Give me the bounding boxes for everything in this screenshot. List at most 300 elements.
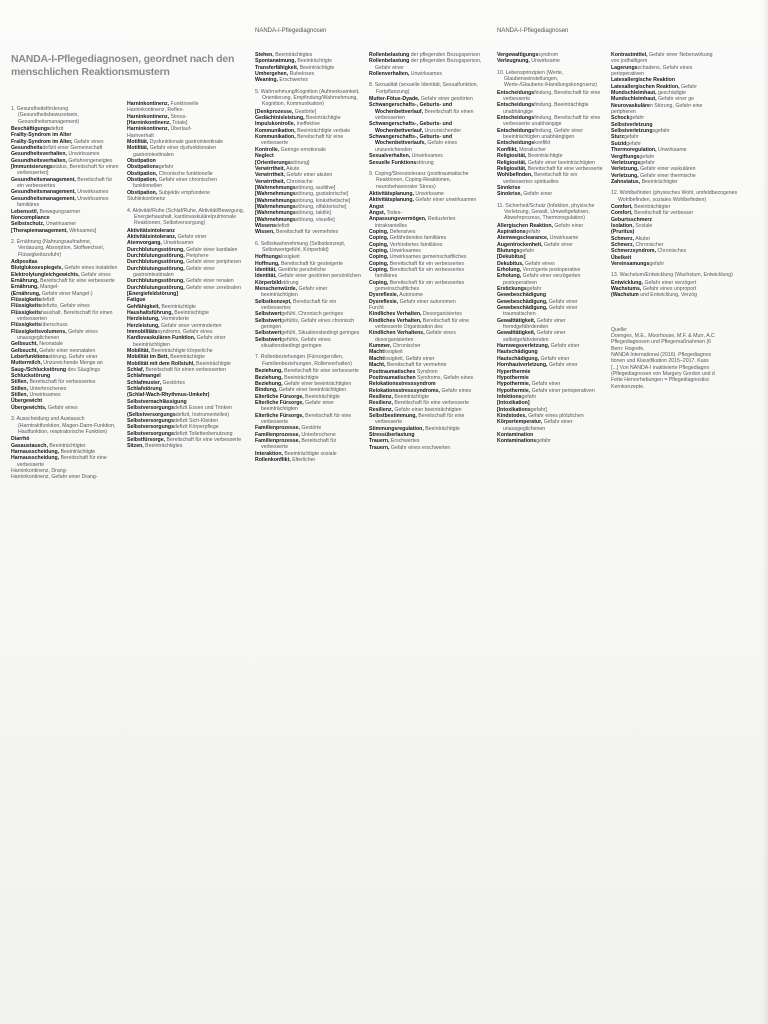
- diagnosis-keyword: Selbstfürsorge,: [127, 436, 166, 443]
- diagnosis-keyword: Durchblutungsstörung,: [127, 259, 185, 266]
- diagnosis-qualifier: Bereitschaft für vermehrte: [385, 362, 447, 369]
- diagnosis-qualifier: Gefahr einer thermische: [638, 172, 696, 179]
- diagnosis-keyword: Frailty-Syndrom im Alter,: [11, 138, 73, 145]
- diagnosis-keyword: Obstipation,: [127, 177, 158, 184]
- diagnosis-entry: [11, 177, 119, 190]
- diagnosis-qualifier: Gestörtes: [161, 379, 185, 386]
- section-heading: 9. Coping/Stresstoleranz (posttraumatische Reaktionen, Coping-Reaktionen, neurobehavioraler Stress): [369, 170, 469, 190]
- diagnosis-keyword: Durchblutungsstörung,: [127, 252, 185, 259]
- diagnosis-entry: [11, 196, 119, 209]
- diagnosis-qualifier: Erschwertes: [389, 438, 420, 445]
- diagnosis-keyword: [Intoxikations: [497, 406, 531, 413]
- diagnosis-qualifier: Bereitschaft für eine verbesserte: [165, 436, 242, 443]
- diagnosis-qualifier: Gefahr einer dysfunktionalen gastrointestinalen: [133, 145, 217, 158]
- diagnosis-keyword: Resilienz,: [369, 393, 393, 400]
- diagnosis-keyword: Stillen,: [11, 385, 29, 392]
- diagnosis-keyword: Comfort,: [611, 203, 633, 210]
- diagnosis-qualifier: Chronische: [284, 178, 313, 185]
- diagnosis-keyword: Schwangerschafts-, Geburts- und Wochenbettverlauf,: [369, 121, 453, 134]
- diagnosis-entry: [127, 196, 245, 202]
- diagnosis-qualifier: Furcht: [369, 305, 384, 312]
- diagnosis-keyword: Coping,: [369, 254, 389, 261]
- diagnosis-keyword: Kontrastmittel,: [611, 52, 648, 58]
- diagnosis-qualifier: Unwirksame: [413, 190, 444, 197]
- diagnosis-entry: [127, 443, 245, 449]
- diagnosis-qualifier: Unwirksames: [28, 392, 61, 399]
- diagnosis-keyword: Wissens: [255, 222, 277, 229]
- diagnosis-qualifier: Überlauf-: [169, 126, 192, 133]
- diagnosis-qualifier: Beeinträchtigte: [194, 360, 231, 367]
- diagnosis-keyword: Kontaminations: [497, 438, 537, 445]
- diagnosis-qualifier: Gefahr einer gastrointestinalen: [133, 265, 215, 278]
- diagnosis-keyword: Selbstwert: [255, 311, 282, 318]
- diagnosis-qualifier: Gefahr einer beeinträchtigten: [282, 380, 352, 387]
- diagnosis-qualifier: Gefahr einer Nebenwirkung: [647, 52, 713, 58]
- source-line: tionen und Klassifikation 2015–2017. Kass: [611, 358, 709, 365]
- diagnosis-qualifier: Bereitschaft für ein verbessertes familiäres: [375, 267, 465, 280]
- diagnosis-entry: [611, 292, 768, 298]
- diagnosis-qualifier: Beeinträchtigte: [298, 64, 335, 71]
- diagnosis-qualifier: Gefahr einer: [539, 355, 570, 362]
- diagnosis-qualifier: losigkeit: [280, 254, 300, 261]
- diagnosis-qualifier: Gefahr einer peripheren: [184, 259, 242, 266]
- diagnosis-qualifier: störung]: [290, 159, 310, 166]
- diagnosis-qualifier: gefahr: [629, 115, 645, 122]
- diagnosis-qualifier: störung: [416, 159, 434, 166]
- diagnosis-qualifier: Gefahr eines desorganisierten: [375, 330, 456, 343]
- diagnosis-keyword: Erstickungs: [497, 286, 527, 293]
- diagnosis-keyword: Leberfunktions: [11, 354, 49, 361]
- source-line: Bern: Hogrefe.: [611, 345, 645, 352]
- diagnosis-keyword: Kontrolle,: [255, 146, 280, 153]
- diagnosis-keyword: Relokationsstresssyndrom: [369, 381, 436, 388]
- diagnosis-entry: [255, 438, 363, 451]
- diagnosis-keyword: Rollenbelastung: [369, 52, 410, 58]
- diagnosis-qualifier: Bereitschaft für ein verbessertes gemeinschaftliches: [375, 279, 465, 293]
- diagnosis-keyword: Macht: [369, 355, 384, 362]
- source-line: [...] Von NANDA-I inaktivierte Pflegediagno: [611, 364, 710, 371]
- diagnosis-entry: [497, 318, 605, 331]
- diagnosis-keyword: Interaktion,: [255, 450, 283, 457]
- diagnosis-qualifier: defizit, Instrumentelles): [175, 411, 230, 418]
- diagnosis-qualifier: Unwirksamer: [44, 221, 77, 228]
- diagnosis-qualifier: defizit einer Gemeinschaft: [42, 145, 103, 152]
- source-line: NANDA International (2016). Pflegediagnos: [611, 352, 712, 359]
- diagnosis-qualifier: Gefahr einer gestörten: [419, 96, 473, 103]
- diagnosis-qualifier: Geringe emotionale: [279, 146, 326, 153]
- diagnosis-qualifier: Beeinträchtigte: [304, 115, 341, 122]
- diagnosis-keyword: Selbstbestimmung,: [369, 412, 417, 419]
- diagnosis-qualifier: Beeinträchtigte körperliche: [149, 348, 213, 355]
- diagnosis-qualifier: defizits, Gefahr eines: [40, 303, 90, 310]
- diagnosis-keyword: Harninkontinenz,: [127, 101, 170, 107]
- section-heading: 8. Sexualität (sexuelle Identität, Sexualfunktion, Fortpflanzung): [369, 82, 479, 95]
- diagnosis-qualifier: syndroms, Gefahr eines: [157, 329, 213, 336]
- diagnosis-keyword: Wissen,: [255, 229, 275, 236]
- diagnosis-qualifier: Bereitschaft für eine verbesserte: [38, 277, 115, 284]
- diagnosis-keyword: Augentrockenheit,: [497, 241, 543, 248]
- diagnosis-qualifier: Gefahr einer akuten: [284, 172, 333, 179]
- diagnosis-qualifier: Gefahr einer beeinträchtigten: [261, 286, 328, 299]
- diagnosis-qualifier: syndrom: [538, 52, 559, 58]
- diagnosis-keyword: Schlafmangel: [127, 373, 161, 380]
- diagnosis-qualifier: Verzögerte postoperative: [521, 267, 581, 273]
- diagnosis-qualifier: Beeinträchtigte: [59, 448, 96, 455]
- diagnosis-keyword: Mutter-Fötus-Dyade,: [369, 96, 420, 103]
- diagnosis-keyword: Aktivitätsintoleranz,: [127, 233, 177, 240]
- diagnosis-keyword: [Orientierungs: [255, 159, 291, 166]
- diagnosis-qualifier: gefahr: [626, 140, 641, 147]
- diagnosis-qualifier: Beeinträchtigte: [392, 393, 429, 400]
- diagnosis-keyword: Kindlichen Verhaltens,: [369, 330, 425, 337]
- diagnosis-keyword: Macht: [369, 349, 384, 356]
- diagnosis-keyword: Posttraumatischen: [369, 374, 416, 381]
- diagnosis-keyword: Wohlbefinden,: [497, 172, 533, 179]
- diagnosis-qualifier: gefahr: [639, 153, 655, 160]
- diagnosis-qualifier: Gefahr einer verzögert: [643, 279, 697, 286]
- diagnosis-qualifier: Unwirksames: [75, 189, 109, 196]
- diagnosis-qualifier: Bereitschaft für eine verbesserte: [261, 134, 344, 147]
- diagnosis-keyword: Muttermilch,: [11, 360, 42, 367]
- diagnosis-keyword: (Pruritus): [611, 229, 635, 236]
- diagnosis-entry: [11, 228, 119, 234]
- diagnosis-keyword: Adipositas: [11, 258, 38, 265]
- diagnosis-qualifier: Gefahr eines plötzlichen: [526, 412, 584, 419]
- diagnosis-qualifier: Gefahr einer: [530, 381, 561, 388]
- diagnosis-qualifier: Gestörte persönliche: [276, 267, 326, 273]
- diagnosis-entry: [255, 318, 363, 331]
- diagnosis-qualifier: störung, taktile]: [295, 210, 331, 217]
- diagnosis-keyword: Thermoregulation,: [611, 147, 657, 154]
- diagnosis-qualifier: Funktionelle: [169, 101, 199, 107]
- diagnosis-qualifier: Gestörte: [299, 425, 322, 432]
- diagnosis-keyword: Schlaf,: [127, 367, 145, 374]
- diagnosis-entry: [369, 280, 487, 293]
- diagnosis-entry: [369, 267, 487, 280]
- diagnosis-keyword: Selbstvernachlässigung: [127, 398, 187, 405]
- diagnosis-entry: [255, 134, 363, 147]
- diagnosis-keyword: Selbstwert: [255, 330, 282, 337]
- diagnosis-keyword: [Wahrnehmungs: [255, 191, 296, 198]
- diagnosis-keyword: Stillen,: [11, 392, 29, 399]
- diagnosis-keyword: [Wahrnehmungs: [255, 216, 296, 223]
- diagnosis-qualifier: Gefahr einer: [547, 362, 578, 369]
- diagnosis-entry: [369, 71, 487, 77]
- diagnosis-qualifier: Gefahr eines: [523, 260, 555, 267]
- diagnosis-keyword: Elterliche Fürsorge,: [255, 399, 304, 406]
- diagnosis-keyword: Gewebeschädigung,: [497, 298, 548, 305]
- diagnosis-keyword: Selbstschutz,: [11, 221, 45, 228]
- diagnosis-qualifier: Bereitschaft für einen verbesserten: [375, 108, 474, 122]
- diagnosis-qualifier: Soziale: [633, 222, 653, 229]
- diagnosis-qualifier: Unwirksames: [66, 151, 100, 158]
- diagnosis-keyword: Kindstodes,: [497, 412, 527, 419]
- source-line: Quelle:: [611, 326, 628, 333]
- diagnosis-qualifier: von jodhaltigem: [611, 58, 648, 65]
- diagnosis-qualifier: Syndrom: [415, 368, 438, 375]
- diagnosis-qualifier: Bereitschaft für verbesser: [632, 210, 694, 217]
- diagnosis-qualifier: findung, Beeinträchtigte unabhängige: [503, 102, 589, 115]
- diagnosis-keyword: Sturz: [611, 134, 624, 141]
- diagnosis-qualifier: Gefahr: [679, 83, 697, 90]
- diagnosis-entry: [127, 335, 245, 348]
- diagnosis-entry: [369, 58, 487, 71]
- diagnosis-keyword: Religiosität,: [497, 159, 527, 166]
- diagnosis-column-6: [611, 52, 768, 390]
- diagnosis-qualifier: gefahr: [525, 228, 541, 235]
- diagnosis-qualifier: der pflegenden Bezugsperson: [409, 52, 481, 58]
- diagnosis-entry: [497, 305, 605, 318]
- source-line: Doenges, M.E., Moorhouse, M.F. & Murr, A.C: [611, 333, 715, 340]
- diagnosis-keyword: Kindliches Verhalten,: [369, 311, 422, 318]
- diagnosis-keyword: Rollenbelastung: [369, 58, 410, 65]
- diagnosis-keyword: Rollenverhalten,: [369, 71, 410, 78]
- diagnosis-keyword: Resilienz,: [369, 406, 393, 413]
- diagnosis-qualifier: Beeinträchtigter: [47, 442, 86, 449]
- diagnosis-keyword: Selbstwert: [255, 336, 282, 343]
- diagnosis-keyword: Neglect: [255, 153, 274, 160]
- diagnosis-keyword: Latexallergischen Reaktion,: [611, 83, 680, 90]
- diagnosis-keyword: Identität,: [255, 267, 277, 273]
- diagnosis-qualifier: Harninkontinenz, Gefahr einer Drang-: [11, 474, 98, 481]
- diagnosis-keyword: Sinnkrise,: [497, 191, 522, 198]
- diagnosis-entry: [11, 310, 119, 323]
- diagnosis-keyword: Flüssigkeits: [11, 303, 41, 310]
- section-heading: 1. Gesundheitsförderung (Gesundheitsbewusstsein, Gesundheitsmanagement): [11, 106, 80, 125]
- diagnosis-qualifier: Bereitschaft für eine verbesserte: [392, 400, 470, 407]
- diagnosis-qualifier: Bereitschaft für einen verbesserten: [144, 367, 226, 374]
- section-heading: 2. Ernährung (Nahrungsaufnahme, Verdauung, Absorption, Stoffwechsel, Flüssigkeitszufuhr): [11, 238, 105, 258]
- diagnosis-keyword: Verwirrtheit,: [255, 172, 285, 179]
- diagnosis-entry: [497, 102, 605, 115]
- diagnosis-keyword: Durchblutungsstörung,: [127, 284, 185, 291]
- diagnosis-qualifier: Unzureichende Menge an: [41, 360, 103, 367]
- running-head: NANDA-I-Pflegediagnosen: [497, 28, 569, 34]
- diagnosis-qualifier: Gefahr eines: [46, 404, 78, 411]
- diagnosis-keyword: Religiosität,: [497, 153, 527, 160]
- diagnosis-keyword: Beziehung,: [255, 380, 283, 387]
- diagnosis-qualifier: der pflegenden Bezugsperson, Gefahr einer: [375, 58, 482, 71]
- diagnosis-keyword: Isolation,: [611, 222, 634, 229]
- diagnosis-qualifier: Bereitschaft für verbesserte: [261, 437, 337, 451]
- diagnosis-keyword: Entscheidungs: [497, 102, 535, 109]
- diagnosis-keyword: Hypothermie: [497, 374, 529, 381]
- diagnosis-qualifier: Chronischer: [634, 241, 664, 248]
- diagnosis-qualifier: Gefahr einer unwirksamen: [413, 197, 477, 204]
- diagnosis-keyword: (Ernährung,: [11, 290, 41, 297]
- diagnosis-keyword: Menschenwürde,: [255, 286, 298, 293]
- diagnosis-qualifier: findung, Bereitschaft für eine verbesserte unabhängige: [503, 115, 601, 128]
- diagnosis-keyword: Hoffnung,: [255, 260, 280, 267]
- diagnosis-qualifier: losigkeit, Gefahr einer: [384, 355, 435, 362]
- diagnosis-entry: [11, 474, 119, 480]
- diagnosis-keyword: Mobilität,: [127, 348, 150, 355]
- diagnosis-keyword: Durchblutungsstörung,: [127, 265, 185, 272]
- diagnosis-entry: [11, 164, 119, 177]
- diagnosis-keyword: Aktivitätsintoleranz: [127, 227, 175, 234]
- diagnosis-entry: [369, 102, 487, 121]
- diagnosis-keyword: Hautschädigung,: [497, 355, 540, 362]
- diagnosis-qualifier: Chronische funktionelle: [157, 170, 213, 177]
- diagnosis-keyword: [Harninkontinenz,: [127, 120, 171, 127]
- diagnosis-qualifier: Dysfunktionale gastrointestinale: [148, 139, 224, 146]
- diagnosis-keyword: Elterliche Fürsorge,: [255, 412, 304, 419]
- diagnosis-qualifier: Subjektiv empfundene: [157, 189, 211, 196]
- diagnosis-qualifier: Defensives: [388, 228, 416, 235]
- diagnosis-entry: [369, 413, 487, 426]
- diagnosis-keyword: Relokationsstresssyndroms,: [369, 387, 440, 394]
- diagnosis-keyword: Entscheidungs: [497, 89, 535, 96]
- diagnosis-qualifier: Beeinträchtigte: [168, 354, 205, 361]
- diagnosis-entry: [497, 90, 605, 103]
- diagnosis-keyword: Angst,: [369, 209, 386, 216]
- diagnosis-keyword: Obstipation: [127, 158, 156, 165]
- diagnosis-qualifier: Unwirksamer: [161, 240, 194, 247]
- diagnosis-keyword: [Therapiemanagement,: [11, 227, 68, 234]
- diagnosis-qualifier: Unterbrochene: [299, 431, 336, 438]
- diagnosis-keyword: Rollenkonflikt,: [255, 456, 291, 463]
- diagnosis-keyword: Stillen,: [11, 379, 29, 386]
- diagnosis-keyword: Angst: [369, 203, 384, 210]
- diagnosis-keyword: Coping,: [369, 235, 389, 242]
- diagnosis-entry: [255, 457, 363, 463]
- diagnosis-keyword: [Immunisierungs: [11, 164, 53, 171]
- diagnosis-keyword: Posttraumatisches: [369, 368, 416, 375]
- diagnosis-qualifier: Gefahr einer beeinträchtigten: [277, 387, 347, 394]
- diagnosis-qualifier: gefühl, Situationsbedingt geringes: [281, 330, 360, 337]
- diagnosis-keyword: Gesundheitsverhalten,: [11, 157, 67, 164]
- diagnosis-keyword: Trauern,: [369, 438, 390, 445]
- diagnosis-keyword: Entwicklung,: [611, 279, 643, 286]
- diagnosis-keyword: Motilität,: [127, 145, 149, 152]
- diagnosis-qualifier: Beeinträchtigtes: [273, 52, 313, 58]
- diagnosis-qualifier: Bereitschaft für gesteigerte: [279, 260, 343, 267]
- diagnosis-keyword: Vereinsamungs: [611, 261, 650, 267]
- diagnosis-keyword: Gelbsucht,: [11, 347, 38, 354]
- diagnosis-qualifier: Ineffektive: [295, 121, 321, 128]
- source-note: [611, 327, 768, 390]
- diagnosis-keyword: Kummer,: [369, 343, 392, 350]
- diagnosis-qualifier: Gefahr einer beeinträchtigten: [392, 406, 462, 413]
- diagnosis-qualifier: Harnverhalt: [127, 132, 154, 139]
- diagnosis-keyword: Gesundheits: [11, 145, 43, 152]
- source-line: (Pflegediagnosen von Margery Gordon und d: [611, 371, 715, 378]
- diagnosis-qualifier: Akute: [284, 165, 300, 172]
- diagnosis-qualifier: Neonatale: [37, 341, 63, 348]
- diagnosis-keyword: Verwirrtheit,: [255, 165, 285, 172]
- diagnosis-qualifier: geschädigte: [656, 90, 686, 97]
- diagnosis-keyword: (Schlaf-Wach-Rhythmus-Umkehr): [127, 392, 210, 399]
- diagnosis-qualifier: Gefahr einer kardialen: [184, 246, 238, 253]
- diagnosis-qualifier: Gefahr einer beeinträchtigten: [261, 399, 335, 413]
- diagnosis-qualifier: Stress-: [169, 113, 187, 120]
- diagnosis-keyword: Immobilitäts: [127, 329, 158, 336]
- diagnosis-keyword: Spontanatmung,: [255, 58, 296, 65]
- diagnosis-qualifier: Beeinträchtigte: [526, 153, 563, 160]
- diagnosis-entry: [255, 299, 363, 312]
- diagnosis-keyword: Atemvorgang,: [127, 240, 162, 247]
- diagnosis-qualifier: Desorganisiertes: [421, 311, 462, 318]
- diagnosis-entry: [255, 337, 363, 350]
- diagnosis-entry: [255, 77, 363, 83]
- diagnosis-keyword: Schluckstörung: [11, 373, 51, 380]
- diagnosis-keyword: Durchblutungsstörung,: [127, 278, 185, 285]
- diagnosis-qualifier: Autonome: [398, 292, 423, 299]
- diagnosis-qualifier: Erschwertes: [277, 77, 308, 84]
- document-title: NANDA-I-Pflegediagnosen, geordnet nach den menschlichen Reaktionsmustern: [11, 53, 235, 78]
- diagnosis-keyword: Mobilität mit dem Rollstuhl,: [127, 360, 195, 367]
- diagnosis-keyword: Schmerz,: [611, 241, 635, 248]
- diagnosis-keyword: Haushaltsführung,: [127, 310, 173, 316]
- diagnosis-keyword: Gewebeschädigung: [497, 292, 547, 299]
- diagnosis-qualifier: Chronisches: [655, 248, 687, 255]
- diagnosis-keyword: Hyperthermie: [497, 368, 531, 375]
- diagnosis-qualifier: findung, Bereitschaft für eine verbesserte: [503, 89, 601, 103]
- diagnosis-keyword: Coping,: [369, 228, 389, 235]
- diagnosis-qualifier: Gefahr einer beeinträchtigten: [526, 159, 596, 166]
- diagnosis-qualifier: Gefahr einer: [176, 233, 207, 240]
- diagnosis-keyword: Coping,: [369, 260, 389, 267]
- diagnosis-entry: [497, 273, 605, 286]
- diagnosis-keyword: Gehfähigkeit,: [127, 303, 160, 310]
- diagnosis-qualifier: Bewegungsarmer: [38, 208, 81, 215]
- diagnosis-qualifier: Gefahr einer verminderten: [159, 322, 222, 329]
- diagnosis-keyword: Kardiovaskulären Funktion,: [127, 335, 196, 342]
- diagnosis-keyword: Identität,: [255, 273, 277, 280]
- diagnosis-qualifier: des Säuglings: [66, 366, 101, 373]
- diagnosis-qualifier: Gefahr einer: [521, 191, 553, 198]
- diagnosis-qualifier: Bereitschaft für ein verbessertes: [261, 298, 337, 312]
- section-heading: 6. Selbstwahrnehmung (Selbstkonzept, Selbstwertgefühl, Körperbild): [255, 240, 346, 253]
- diagnosis-keyword: Flüssigkeitsvolumens,: [11, 328, 67, 335]
- diagnosis-qualifier: überschuss: [40, 322, 68, 329]
- diagnosis-keyword: [Denkprozesse,: [255, 108, 294, 115]
- diagnosis-qualifier: gefahr: [521, 393, 537, 400]
- diagnosis-qualifier: schadens, Gefahr eines: [637, 64, 693, 71]
- diagnosis-qualifier: losigkeit: [384, 349, 403, 356]
- section-heading: 5. Wahrnehmung/Kognition (Aufmerksamkeit, Orientierung, Empfindung/Wahrnehmung, Kognition, Kommunikation): [255, 88, 360, 108]
- diagnosis-keyword: Herzleistung,: [127, 316, 160, 323]
- diagnosis-keyword: (Selbstversorgungs: [127, 411, 176, 418]
- diagnosis-keyword: Wachstums,: [611, 286, 642, 293]
- diagnosis-column-4: [369, 52, 487, 451]
- diagnosis-keyword: Harninkontinenz,: [127, 113, 170, 120]
- diagnosis-keyword: Hautschädigung: [497, 349, 538, 356]
- diagnosis-keyword: Zahnstatus,: [611, 178, 641, 185]
- diagnosis-keyword: Schock: [611, 115, 630, 122]
- diagnosis-keyword: [Wahrnehmungs: [255, 197, 296, 204]
- diagnosis-entry: [369, 445, 487, 451]
- diagnosis-qualifier: Beeinträchtigte: [303, 393, 340, 400]
- diagnosis-qualifier: störung, kinästhetische]: [295, 197, 351, 204]
- diagnosis-keyword: Mobilität im Bett,: [127, 354, 169, 361]
- diagnosis-qualifier: defizit Toilettenbenutzung: [174, 430, 233, 437]
- section-heading: 4. Aktivität/Ruhe (Schlaf/Ruhe, Aktivität/Bewegung, Energiehaushalt, kardiovaskuläre/pulmonale Reaktionen, Selbstversorgung): [127, 207, 245, 227]
- diagnosis-qualifier: störung, Gefahr einer: [48, 354, 98, 361]
- diagnosis-keyword: Aktivitätsplanung,: [369, 190, 414, 197]
- diagnosis-keyword: Mundschleimhaut,: [611, 90, 657, 97]
- diagnosis-keyword: Gasaustausch,: [11, 442, 48, 449]
- diagnosis-keyword: Schmerz,: [611, 235, 635, 242]
- diagnosis-keyword: Erholung,: [497, 267, 522, 273]
- diagnosis-entry: [11, 455, 119, 468]
- diagnosis-keyword: Gesundheitsverhalten,: [11, 151, 67, 158]
- diagnosis-keyword: Erholung,: [497, 273, 522, 280]
- diagnosis-qualifier: Gefahr einer selbstgefährdenden: [503, 330, 566, 343]
- diagnosis-qualifier: Reduziertes intrakranielles: [375, 216, 456, 229]
- diagnosis-keyword: Neurovaskuläre: [611, 102, 650, 109]
- diagnosis-entry: [11, 405, 119, 411]
